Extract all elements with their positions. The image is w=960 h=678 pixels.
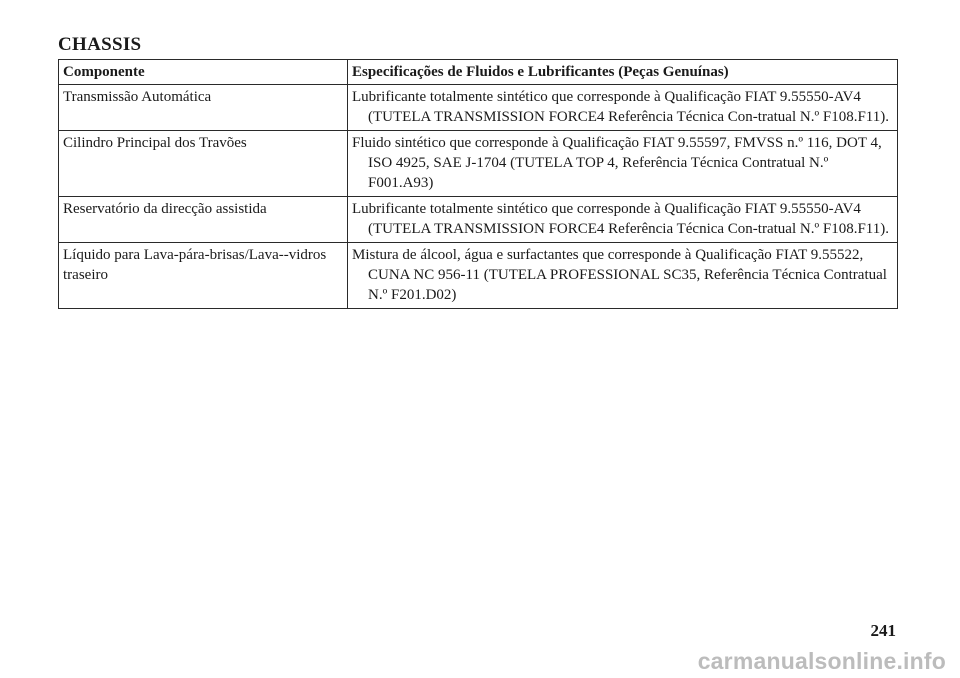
cell-specification: Fluido sintético que corresponde à Qualificação FIAT 9.55597, FMVSS n.º 116, DOT 4, ISO 4925, SAE J-1704 (TUTELA TOP 4, Referência Técnica Contratual N.º F001.A93) [348, 131, 898, 197]
cell-component: Transmissão Automática [59, 85, 348, 131]
cell-component: Líquido para Lava-pára-brisas/Lava--vidros traseiro [59, 243, 348, 309]
header-component: Componente [59, 60, 348, 85]
cell-component: Reservatório da direcção assistida [59, 197, 348, 243]
cell-component: Cilindro Principal dos Travões [59, 131, 348, 197]
cell-specification: Lubrificante totalmente sintético que corresponde à Qualificação FIAT 9.55550-AV4 (TUTELA TRANSMISSION FORCE4 Referência Técnica Con-tratual N.º F108.F11). [348, 197, 898, 243]
header-specification: Especificações de Fluidos e Lubrificantes (Peças Genuínas) [348, 60, 898, 85]
cell-specification: Mistura de álcool, água e surfactantes que corresponde à Qualificação FIAT 9.55522, CUNA NC 956-11 (TUTELA PROFESSIONAL SC35, Referência Técnica Contratual N.º F201.D02) [348, 243, 898, 309]
table-row [59, 243, 898, 309]
page-number: 241 [870, 621, 896, 640]
table-header-row [59, 60, 898, 85]
watermark-text: carmanualsonline.info [697, 648, 946, 674]
table-row [59, 85, 898, 131]
cell-specification: Lubrificante totalmente sintético que corresponde à Qualificação FIAT 9.55550-AV4 (TUTELA TRANSMISSION FORCE4 Referência Técnica Con-tratual N.º F108.F11). [348, 85, 898, 131]
table-row [59, 131, 898, 197]
table-row [59, 197, 898, 243]
fluids-spec-table [58, 59, 898, 309]
section-title: CHASSIS [58, 34, 142, 55]
